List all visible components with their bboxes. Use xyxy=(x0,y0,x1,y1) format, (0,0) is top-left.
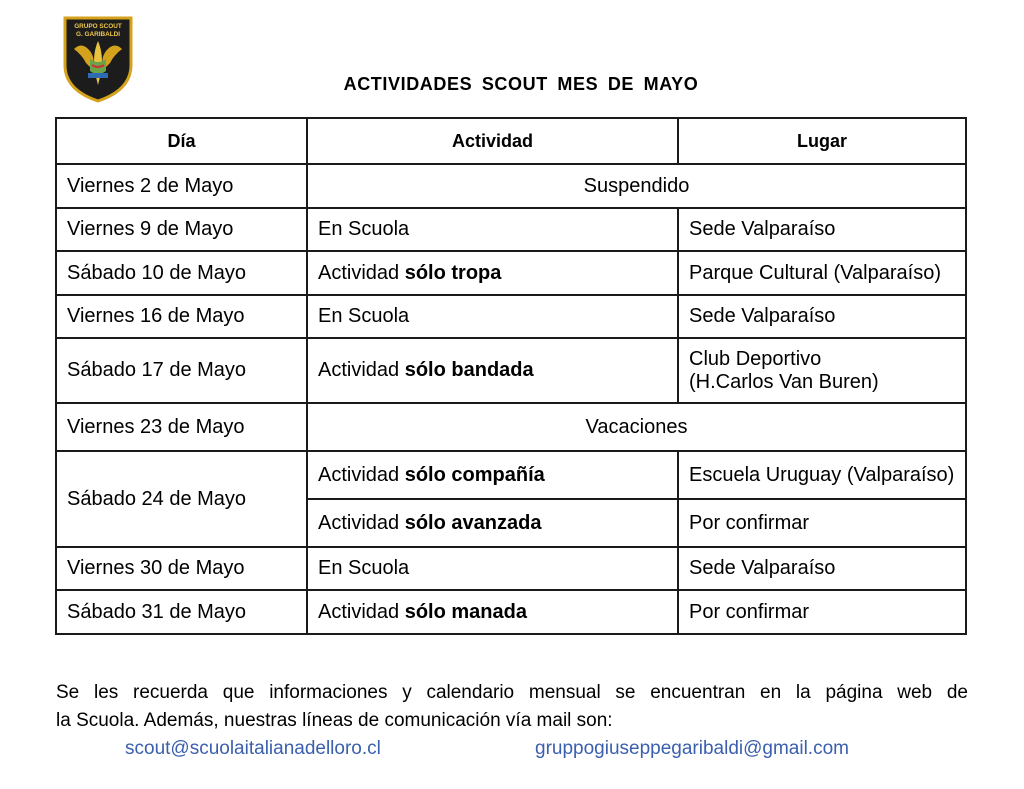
place-cell xyxy=(678,338,966,403)
header-actividad: Actividad xyxy=(307,118,678,164)
place-cell: Sede Valparaíso xyxy=(678,547,966,590)
activity-prefix: Actividad xyxy=(318,600,405,623)
place-line: Club Deportivo xyxy=(689,347,822,370)
activity-cell: En Scuola xyxy=(307,208,678,251)
activity-cell: En Scuola xyxy=(307,547,678,590)
table-row xyxy=(56,164,966,208)
day-cell: Viernes 16 de Mayo xyxy=(56,295,307,338)
activity-cell: En Scuola xyxy=(307,295,678,338)
day-cell: Sábado 10 de Mayo xyxy=(56,251,307,295)
merged-activity-cell: Vacaciones xyxy=(307,403,966,451)
place-cell: Escuela Uruguay (Valparaíso) xyxy=(678,451,966,499)
table-row xyxy=(56,590,966,634)
activity-cell xyxy=(307,338,678,403)
email-link-scout[interactable]: scout@scuolaitalianadelloro.cl xyxy=(125,738,381,759)
activity-group: sólo manada xyxy=(404,600,527,623)
activity-group: sólo avanzada xyxy=(404,511,542,534)
day-cell: Viernes 23 de Mayo xyxy=(56,403,307,451)
footer-line-1: Se les recuerda que informaciones y calendario mensual se encuentran en la página web de xyxy=(56,682,968,703)
header-dia: Día xyxy=(56,118,307,164)
activity-prefix: Actividad xyxy=(318,463,405,486)
activity-cell xyxy=(307,451,678,499)
activity-prefix: Actividad xyxy=(318,359,405,381)
logo-text-2: G. GARIBALDI xyxy=(75,31,121,38)
activity-cell xyxy=(307,590,678,634)
day-cell: Sábado 24 de Mayo xyxy=(56,451,307,547)
activity-group: sólo compañía xyxy=(404,463,545,486)
day-cell: Viernes 9 de Mayo xyxy=(56,208,307,251)
merged-activity-cell: Suspendido xyxy=(307,164,966,208)
email-link-gruppo[interactable]: gruppogiuseppegaribaldi@gmail.com xyxy=(535,738,849,759)
table-row xyxy=(56,547,966,590)
activity-cell xyxy=(307,251,678,295)
table-row xyxy=(56,295,966,338)
place-cell: Por confirmar xyxy=(678,590,966,634)
table-row xyxy=(56,403,966,451)
day-cell: Sábado 17 de Mayo xyxy=(56,338,307,403)
table-row xyxy=(56,338,966,403)
footer-line-2: la Scuola. Además, nuestras líneas de comunicación vía mail son: xyxy=(56,710,613,731)
place-cell: Parque Cultural (Valparaíso) xyxy=(678,251,966,295)
activity-group: sólo tropa xyxy=(404,261,502,284)
table-row xyxy=(56,208,966,251)
table-row xyxy=(56,251,966,295)
place-cell: Sede Valparaíso xyxy=(678,208,966,251)
table-row xyxy=(56,451,966,499)
place-line: (H.Carlos Van Buren) xyxy=(689,370,879,393)
table-header-row xyxy=(56,118,966,164)
day-cell: Viernes 2 de Mayo xyxy=(56,164,307,208)
day-cell: Viernes 30 de Mayo xyxy=(56,547,307,590)
logo-text-1: GRUPO SCOUT xyxy=(74,23,122,30)
activity-prefix: Actividad xyxy=(318,511,405,534)
place-cell: Por confirmar xyxy=(678,499,966,547)
activity-cell xyxy=(307,499,678,547)
activities-table xyxy=(55,117,967,635)
day-cell: Sábado 31 de Mayo xyxy=(56,590,307,634)
place-cell: Sede Valparaíso xyxy=(678,295,966,338)
footer-note xyxy=(56,679,968,735)
activity-prefix: Actividad xyxy=(318,261,405,284)
header-lugar: Lugar xyxy=(678,118,966,164)
page-title: ACTIVIDADES SCOUT MES DE MAYO xyxy=(343,74,699,94)
activity-group: sólo bandada xyxy=(404,359,534,381)
